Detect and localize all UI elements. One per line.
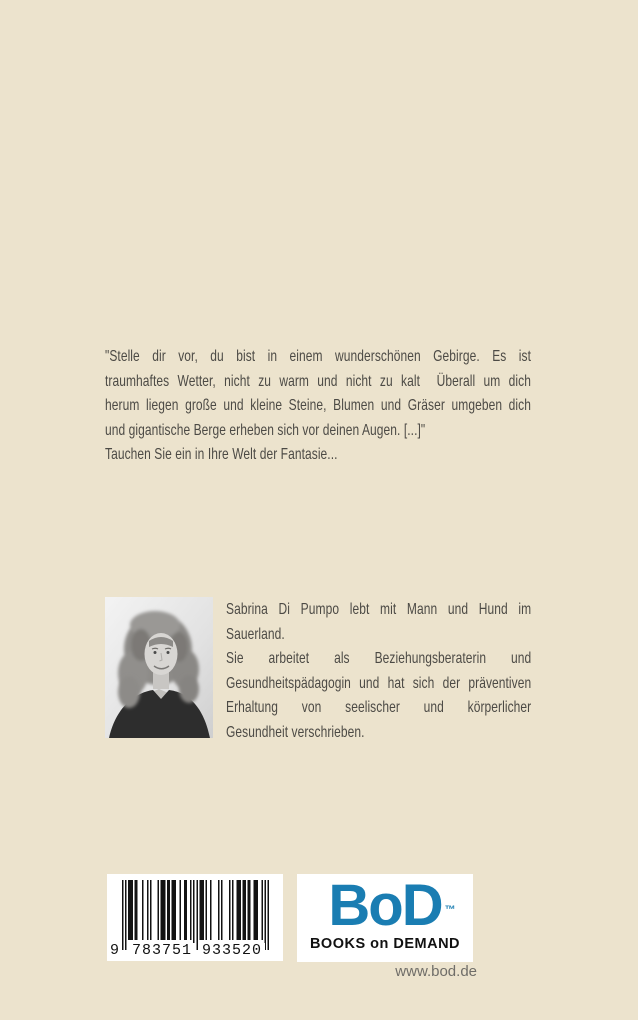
bio-line: Erhaltung von seelischer und körperlicher — [226, 699, 532, 716]
bio-line: Sauerland. — [226, 625, 285, 643]
barcode-bars-container — [122, 880, 269, 950]
trademark-symbol: ™ — [444, 904, 456, 916]
bio-line: Sie arbeitet als Beziehungsberaterin und — [226, 650, 532, 667]
author-portrait-graphic — [105, 597, 213, 738]
isbn-digit-first: 9 — [110, 942, 120, 959]
quote-line: herum liegen große und kleine Steine, Blumen und Gräser umgeben dich — [105, 397, 531, 414]
bio-line: Gesundheitspädagogin und hat sich der präventiven — [226, 674, 532, 692]
isbn-digit-group2: 933520 — [199, 943, 265, 958]
quote-line: "Stelle dir vor, du bist in einem wunderschönen Gebirge. Es ist — [105, 348, 531, 365]
quote-line: und gigantische Berge erheben sich vor deinen Augen. [...]" — [105, 421, 426, 439]
quote-block — [105, 345, 531, 468]
bod-logo-tagline: BOOKS on DEMAND — [309, 936, 461, 952]
bio-line: Gesundheit verschrieben. — [226, 723, 365, 741]
isbn-digit-group1: 783751 — [129, 943, 195, 958]
quote-line: Tauchen Sie ein in Ihre Welt der Fantasie... — [105, 446, 338, 463]
isbn-barcode — [107, 874, 283, 961]
quote-line: traumhaftes Wetter, nicht zu warm und nicht zu kalt Überall um dich — [105, 372, 531, 390]
author-bio-block — [226, 598, 531, 745]
bod-logo-box — [297, 874, 473, 962]
author-photo — [105, 597, 213, 738]
bod-logo-wordmark — [328, 873, 456, 938]
barcode-bars — [122, 880, 269, 950]
bod-logo-text: BoD — [328, 873, 442, 938]
bio-line: Sabrina Di Pumpo lebt mit Mann und Hund im — [226, 601, 532, 618]
publisher-website-url: www.bod.de — [395, 963, 477, 980]
